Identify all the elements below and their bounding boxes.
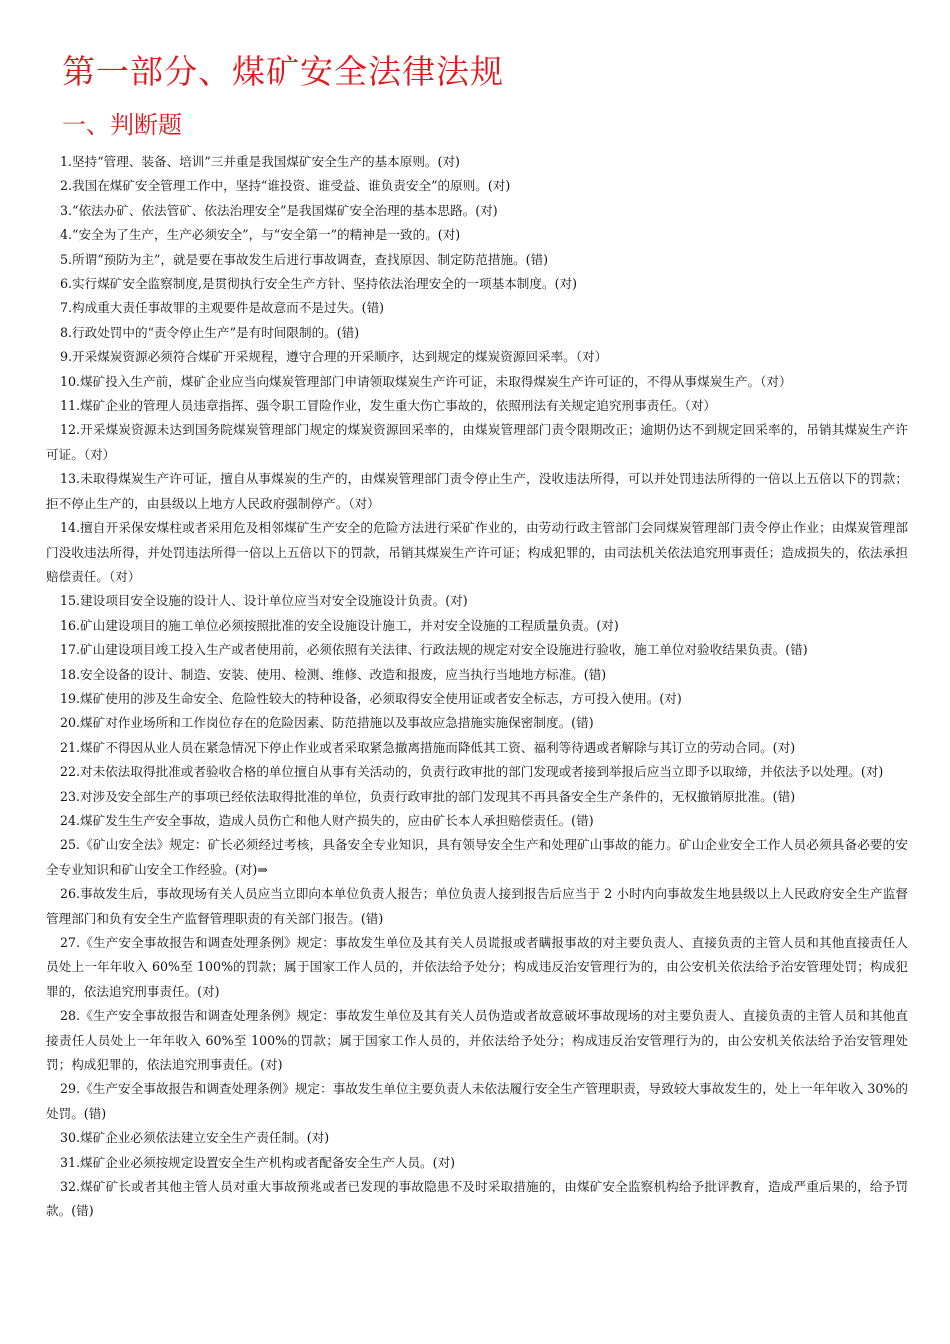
question-item: 26.事故发生后，事故现场有关人员应当立即向本单位负责人报告；单位负责人接到报告后应当于 2 小时内向事故发生地县级以上人民政府安全生产监督管理部门和负有安全生产监督管理职责的有关部门报告。(错) [46, 886, 908, 926]
question-item: 22.对未依法取得批准或者验收合格的单位擅自从事有关活动的，负责行政审批的部门发现或者接到举报后应当立即予以取缔，并依法予以处理。(对) [60, 764, 884, 780]
question-item: 3.“依法办矿、依法管矿、依法治理安全”是我国煤矿安全治理的基本思路。(对) [60, 202, 498, 218]
part-title: 第一部分、煤矿安全法律法规 [62, 52, 504, 91]
question-item: 14.擅自开采保安煤柱或者采用危及相邻煤矿生产安全的危险方法进行采矿作业的，由劳动行政主管部门会同煤炭管理部门责令停止作业；由煤炭管理部门没收违法所得，并处罚违法所得一倍以上五倍以下的罚款，吊销其煤炭生产许可证；构成犯罪的，由司法机关依法追究刑事责任；造成损失的，依法承担赔偿责任。（对） [46, 520, 908, 584]
question-item: 17.矿山建设项目竣工投入生产或者使用前，必须依照有关法律、行政法规的规定对安全设施进行验收，施工单位对验收结果负责。(错) [60, 642, 808, 658]
section-title: 一、判断题 [62, 111, 182, 139]
question-item: 27.《生产安全事故报告和调查处理条例》规定：事故发生单位及其有关人员谎报或者瞒报事故的对主要负责人、直接负责的主管人员和其他直接责任人员处上一年年收入 60%至 100%的罚款；属于国家工作人员的，并依法给予处分；构成违反治安管理行为的，由公安机关依法给予治安管理处罚；构成犯罪的，依法追究刑事责任。(对) [46, 935, 908, 999]
question-item: 8.行政处罚中的“责令停止生产”是有时间限制的。(错) [60, 324, 360, 340]
question-item: 10.煤矿投入生产前，煤矿企业应当向煤炭管理部门申请领取煤炭生产许可证，未取得煤炭生产许可证的，不得从事煤炭生产。（对） [60, 373, 792, 389]
question-item: 31.煤矿企业必须按规定设置安全生产机构或者配备安全生产人员。(对) [60, 1154, 456, 1170]
question-item: 24.煤矿发生生产安全事故，造成人员伤亡和他人财产损失的，应由矿长本人承担赔偿责任。(错) [60, 812, 594, 828]
question-item: 15.建设项目安全设施的设计人、设计单位应当对安全设施设计负责。(对) [60, 593, 468, 609]
question-item: 30.煤矿企业必须依法建立安全生产责任制。(对) [60, 1130, 330, 1146]
question-item: 4.“安全为了生产，生产必须安全”，与“安全第一”的精神是一致的。(对) [60, 227, 461, 243]
question-item: 29.《生产安全事故报告和调查处理条例》规定：事故发生单位主要负责人未依法履行安全生产管理职责，导致较大事故发生的，处上一年年收入 30%的处罚。(错) [46, 1081, 908, 1121]
question-item: 21.煤矿不得因从业人员在紧急情况下停止作业或者采取紧急撤离措施而降低其工资、福利等待遇或者解除与其订立的劳动合同。(对) [60, 739, 796, 755]
question-item: 11.煤矿企业的管理人员违章指挥、强令职工冒险作业，发生重大伤亡事故的，依照刑法有关规定追究刑事责任。（对） [60, 398, 717, 414]
question-item: 25.《矿山安全法》规定：矿长必须经过考核，具备安全专业知识，具有领导安全生产和处理矿山事故的能力。矿山企业安全工作人员必须具备必要的安全专业知识和矿山安全工作经验。(对)⇒ [46, 837, 908, 877]
question-item: 28.《生产安全事故报告和调查处理条例》规定：事故发生单位及其有关人员伪造或者故意破坏事故现场的对主要负责人、直接负责的主管人员和其他直接责任人员处上一年年收入 60%至 100%的罚款；属于国家工作人员的，并依法给予处分；构成违反治安管理行为的，由公安机关依法给予治安管理处罚；构成犯罪的，依法追究刑事责任。(对) [46, 1008, 908, 1073]
question-item: 9.开采煤炭资源必须符合煤矿开采规程，遵守合理的开采顺序，达到规定的煤炭资源回采率。（对） [60, 349, 608, 365]
question-item: 19.煤矿使用的涉及生命安全、危险性较大的特种设备，必须取得安全使用证或者安全标志，方可投入使用。(对) [60, 690, 682, 706]
question-item: 6.实行煤矿安全监察制度,是贯彻执行安全生产方针、坚持依法治理安全的一项基本制度。(对) [60, 276, 578, 292]
question-item: 5.所谓“预防为主”，就是要在事故发生后进行事故调查，查找原因、制定防范措施。(错) [60, 251, 549, 267]
question-item: 23.对涉及安全部生产的事项已经依法取得批准的单位，负责行政审批的部门发现其不再具备安全生产条件的，无权撤销原批准。(错) [60, 788, 796, 804]
question-item: 20.煤矿对作业场所和工作岗位存在的危险因素、防范措施以及事故应急措施实施保密制度。(错) [60, 715, 594, 731]
question-item: 7.构成重大责任事故罪的主观要件是故意而不是过失。(错) [60, 300, 385, 316]
question-item: 16.矿山建设项目的施工单位必须按照批准的安全设施设计施工，并对安全设施的工程质量负责。(对) [60, 617, 619, 633]
question-item: 2.我国在煤矿安全管理工作中，坚持“谁投资、谁受益、谁负责安全”的原则。(对) [60, 178, 511, 194]
question-list [46, 150, 908, 1224]
question-item: 12.开采煤炭资源未达到国务院煤炭管理部门规定的煤炭资源回采率的，由煤炭管理部门责令限期改正；逾期仍达不到规定回采率的，吊销其煤炭生产许可证。（对） [46, 422, 908, 462]
question-item: 18.安全设备的设计、制造、安装、使用、检测、维修、改造和报废，应当执行当地地方标准。(错) [60, 666, 607, 682]
question-item: 32.煤矿矿长或者其他主管人员对重大事故预兆或者已发现的事故隐患不及时采取措施的，由煤矿安全监察机构给予批评教育，造成严重后果的，给予罚款。(错) [46, 1179, 908, 1219]
question-item: 1.坚持“管理、装备、培训”三并重是我国煤矿安全生产的基本原则。(对) [60, 154, 460, 169]
question-item: 13.未取得煤炭生产许可证，擅自从事煤炭的生产的，由煤炭管理部门责令停止生产，没收违法所得，可以并处罚违法所得的一倍以上五倍以下的罚款；拒不停止生产的，由县级以上地方人民政府强制停产。（对） [46, 471, 908, 511]
